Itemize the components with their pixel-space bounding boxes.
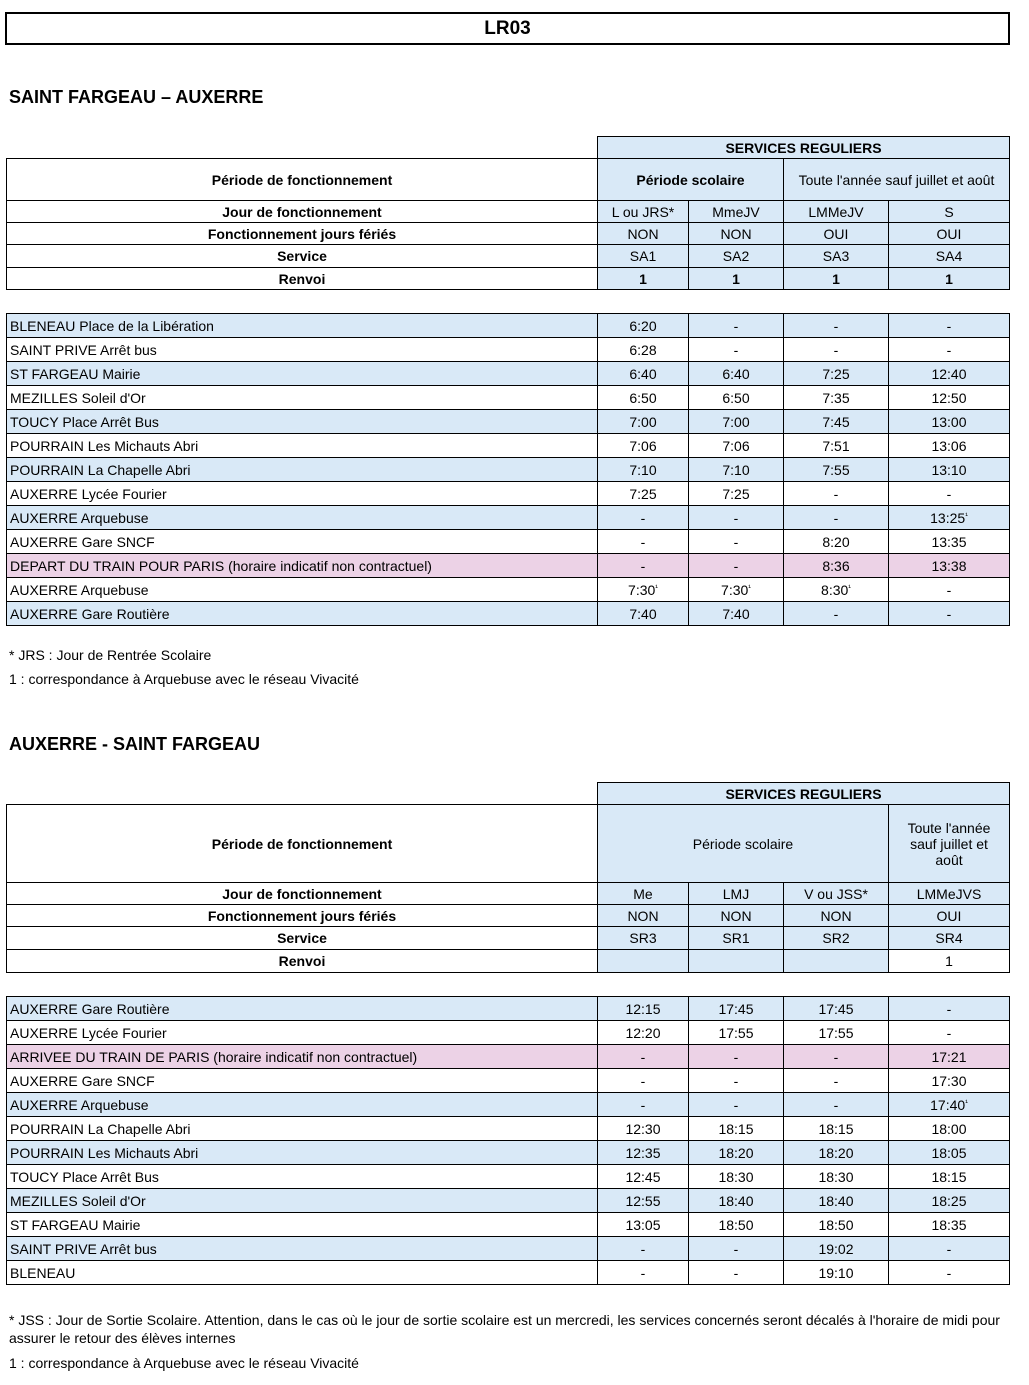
table-row [7,1189,1010,1213]
service-label: Service [7,927,598,950]
time-cell: 17:55 [689,1021,784,1045]
feries-cell: OUI [889,905,1010,927]
time-cell: 7:00 [598,410,689,434]
table-row [7,314,1010,338]
time-cell: 12:55 [598,1189,689,1213]
footnote: * JRS : Jour de Rentrée Scolaire [9,647,212,663]
stop-name: POURRAIN Les Michauts Abri [7,1141,598,1165]
time-cell: - [689,1093,784,1117]
renvoi-cell: 1 [889,268,1010,290]
table-row [7,1069,1010,1093]
time-cell: 6:50 [598,386,689,410]
time-cell: - [689,554,784,578]
time-cell: 13:38 [889,554,1010,578]
time-cell: 17:30 [889,1069,1010,1093]
stop-name: AUXERRE Arquebuse [7,506,598,530]
group-header: SERVICES REGULIERS [598,783,1010,805]
table-row [7,1165,1010,1189]
time-cell: - [689,314,784,338]
periode-header: Toute l'année sauf juillet et août [889,805,1010,883]
feries-cell: OUI [784,223,889,245]
time-cell: 18:40 [784,1189,889,1213]
time-cell: 12:40 [889,362,1010,386]
time-cell: 18:20 [784,1141,889,1165]
time-cell: 18:30 [689,1165,784,1189]
time-cell: 18:50 [784,1213,889,1237]
feries-cell: NON [598,905,689,927]
time-cell: - [889,1261,1010,1285]
time-cell: 13:06 [889,434,1010,458]
jour-cell: L ou JRS* [598,201,689,223]
time-cell: - [784,506,889,530]
stop-name: ST FARGEAU Mairie [7,362,598,386]
time-cell: 19:02 [784,1237,889,1261]
time-cell: 8:20 [784,530,889,554]
time-cell: - [889,602,1010,626]
time-cell: 19:10 [784,1261,889,1285]
time-cell: - [889,338,1010,362]
stop-name: POURRAIN La Chapelle Abri [7,458,598,482]
stop-name: TOUCY Place Arrêt Bus [7,410,598,434]
jour-cell: LMMeJVS [889,883,1010,905]
stop-name: POURRAIN Les Michauts Abri [7,434,598,458]
time-cell: - [689,1069,784,1093]
footnote: * JSS : Jour de Sortie Scolaire. Attention, dans le cas où le jour de sortie scolaire est un mercredi, les services concernés seront décalés à l'horaire de midi pour assurer le retour des élèves internes [9,1312,1000,1346]
renvoi-cell: 1 [784,268,889,290]
service-cell: SR3 [598,927,689,950]
stop-name: AUXERRE Gare Routière [7,602,598,626]
footnote-marker: ¹ [965,1097,968,1107]
periode-label: Période de fonctionnement [7,159,598,201]
table-row [7,1045,1010,1069]
section-title: AUXERRE - SAINT FARGEAU [9,734,261,754]
table-row [7,554,1010,578]
time-cell: $13:25^{^1}$ [889,506,1010,530]
service-label: Service [7,245,598,268]
footnote-marker: ¹ [655,582,658,592]
service-cell: SA2 [689,245,784,268]
stop-name: AUXERRE Lycée Fourier [7,482,598,506]
time-cell: - [889,578,1010,602]
renvoi-cell [689,950,784,973]
table-row [7,362,1010,386]
time-cell: - [784,338,889,362]
table-row [7,997,1010,1021]
time-cell: 12:30 [598,1117,689,1141]
stop-name: AUXERRE Arquebuse [7,578,598,602]
service-cell: SR2 [784,927,889,950]
table-row [7,1261,1010,1285]
time-cell: - [784,602,889,626]
table-row [7,434,1010,458]
stop-name: AUXERRE Gare SNCF [7,530,598,554]
service-cell: SA4 [889,245,1010,268]
time-cell: - [689,338,784,362]
renvoi-label: Renvoi [7,950,598,973]
stop-name: AUXERRE Gare SNCF [7,1069,598,1093]
table-row [7,1021,1010,1045]
time-cell: 18:25 [889,1189,1010,1213]
feries-cell: OUI [889,223,1010,245]
time-cell: $17:40^{^1}$ [889,1093,1010,1117]
stop-name: AUXERRE Arquebuse [7,1093,598,1117]
feries-cell: NON [598,223,689,245]
time-cell: 12:45 [598,1165,689,1189]
time-cell: 13:00 [889,410,1010,434]
table-row [7,386,1010,410]
stop-name: POURRAIN La Chapelle Abri [7,1117,598,1141]
time-cell: - [784,1093,889,1117]
renvoi-cell: 1 [689,268,784,290]
time-cell: 18:40 [689,1189,784,1213]
stop-name: MEZILLES Soleil d'Or [7,1189,598,1213]
time-cell: 18:15 [689,1117,784,1141]
renvoi-label: Renvoi [7,268,598,290]
table-row [7,578,1010,602]
group-header: SERVICES REGULIERS [598,137,1010,159]
time-cell: 17:45 [784,997,889,1021]
footnote-marker: ¹ [965,510,968,520]
table-row [7,1213,1010,1237]
footnote: 1 : correspondance à Arquebuse avec le réseau Vivacité [9,671,359,687]
time-cell: - [598,1069,689,1093]
stop-name: TOUCY Place Arrêt Bus [7,1165,598,1189]
table-row [7,1141,1010,1165]
time-cell: 7:55 [784,458,889,482]
periode-header: Période scolaire [598,159,784,201]
time-cell: - [598,554,689,578]
time-cell: 7:25 [598,482,689,506]
time-cell: - [689,1045,784,1069]
service-cell: SA1 [598,245,689,268]
time-cell: - [598,506,689,530]
stop-name: DEPART DU TRAIN POUR PARIS (horaire indicatif non contractuel) [7,554,598,578]
time-cell: 13:10 [889,458,1010,482]
time-cell: 17:55 [784,1021,889,1045]
time-cell: 12:50 [889,386,1010,410]
jour-cell: S [889,201,1010,223]
jour-label: Jour de fonctionnement [7,201,598,223]
jour-cell: MmeJV [689,201,784,223]
time-cell: 7:25 [689,482,784,506]
time-cell: - [889,1237,1010,1261]
time-cell: $8:30^{^1}$ [784,578,889,602]
time-cell: - [689,1237,784,1261]
footnote-marker: ¹ [848,582,851,592]
stop-name: ST FARGEAU Mairie [7,1213,598,1237]
jour-cell: Me [598,883,689,905]
time-cell: - [889,314,1010,338]
renvoi-cell [784,950,889,973]
time-cell: - [784,1045,889,1069]
table-row [7,506,1010,530]
footnote: 1 : correspondance à Arquebuse avec le réseau Vivacité [9,1355,359,1371]
time-cell: 6:28 [598,338,689,362]
time-cell: 17:21 [889,1045,1010,1069]
time-cell: 18:20 [689,1141,784,1165]
table-row [7,458,1010,482]
header-table [6,136,1010,290]
periode-label: Période de fonctionnement [7,805,598,883]
table-row [7,338,1010,362]
time-cell: 18:15 [784,1117,889,1141]
time-cell: 6:20 [598,314,689,338]
time-cell: 7:10 [689,458,784,482]
time-cell: - [598,1045,689,1069]
time-cell: 18:50 [689,1213,784,1237]
periode-header: Toute l'année sauf juillet et août [784,159,1010,201]
renvoi-cell [598,950,689,973]
time-cell: $7:30^{^1}$ [598,578,689,602]
time-cell: - [784,314,889,338]
time-cell: - [689,506,784,530]
document-title: LR03 [5,12,1010,45]
time-cell: - [889,997,1010,1021]
stop-name: BLENEAU [7,1261,598,1285]
timetable [6,996,1010,1285]
time-cell: 8:36 [784,554,889,578]
time-cell: - [784,1069,889,1093]
time-cell: - [598,530,689,554]
time-cell: - [889,1021,1010,1045]
periode-header: Période scolaire [598,805,889,883]
time-cell: 13:35 [889,530,1010,554]
timetable [6,313,1010,626]
renvoi-cell: 1 [889,950,1010,973]
table-row [7,1093,1010,1117]
time-cell: - [689,1261,784,1285]
header-table [6,782,1010,973]
time-cell: 7:10 [598,458,689,482]
feries-cell: NON [689,223,784,245]
time-cell: 18:35 [889,1213,1010,1237]
stop-name: SAINT PRIVE Arrêt bus [7,1237,598,1261]
time-cell: 7:40 [598,602,689,626]
feries-label: Fonctionnement jours fériés [7,223,598,245]
time-cell: - [598,1237,689,1261]
service-cell: SA3 [784,245,889,268]
time-cell: 6:40 [598,362,689,386]
service-cell: SR4 [889,927,1010,950]
time-cell: 12:35 [598,1141,689,1165]
table-row [7,602,1010,626]
time-cell: - [598,1261,689,1285]
feries-cell: NON [689,905,784,927]
time-cell: - [889,482,1010,506]
time-cell: 7:51 [784,434,889,458]
time-cell: $7:30^{^1}$ [689,578,784,602]
time-cell: 12:15 [598,997,689,1021]
time-cell: 7:06 [689,434,784,458]
time-cell: 13:05 [598,1213,689,1237]
jour-cell: V ou JSS* [784,883,889,905]
time-cell: - [784,482,889,506]
time-cell: 7:25 [784,362,889,386]
renvoi-cell: 1 [598,268,689,290]
time-cell: - [598,1093,689,1117]
stop-name: SAINT PRIVE Arrêt bus [7,338,598,362]
feries-label: Fonctionnement jours fériés [7,905,598,927]
section-title: SAINT FARGEAU – AUXERRE [9,87,264,107]
time-cell: 18:15 [889,1165,1010,1189]
jour-cell: LMMeJV [784,201,889,223]
time-cell: 7:06 [598,434,689,458]
time-cell: 12:20 [598,1021,689,1045]
time-cell: 7:35 [784,386,889,410]
time-cell: 6:50 [689,386,784,410]
stop-name: ARRIVEE DU TRAIN DE PARIS (horaire indicatif non contractuel) [7,1045,598,1069]
time-cell: - [689,530,784,554]
table-row [7,1117,1010,1141]
time-cell: 7:00 [689,410,784,434]
table-row [7,530,1010,554]
table-row [7,410,1010,434]
service-cell: SR1 [689,927,784,950]
time-cell: 18:05 [889,1141,1010,1165]
jour-cell: LMJ [689,883,784,905]
time-cell: 17:45 [689,997,784,1021]
time-cell: 18:00 [889,1117,1010,1141]
time-cell: 7:45 [784,410,889,434]
table-row [7,1237,1010,1261]
table-row [7,482,1010,506]
stop-name: MEZILLES Soleil d'Or [7,386,598,410]
jour-label: Jour de fonctionnement [7,883,598,905]
footnote-marker: ¹ [748,582,751,592]
stop-name: BLENEAU Place de la Libération [7,314,598,338]
time-cell: 6:40 [689,362,784,386]
stop-name: AUXERRE Lycée Fourier [7,1021,598,1045]
feries-cell: NON [784,905,889,927]
time-cell: 18:30 [784,1165,889,1189]
time-cell: 7:40 [689,602,784,626]
stop-name: AUXERRE Gare Routière [7,997,598,1021]
